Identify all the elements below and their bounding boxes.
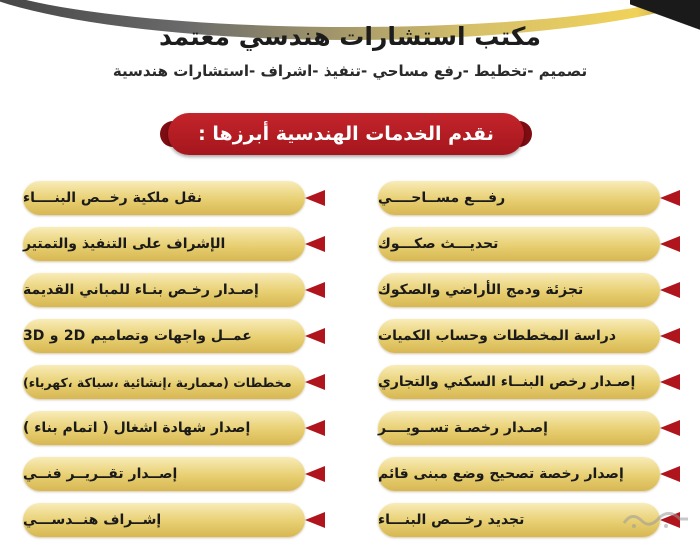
service-pill — [378, 181, 660, 215]
services-list-right — [378, 181, 683, 549]
service-item — [23, 411, 328, 445]
service-pill — [378, 411, 660, 445]
service-label: إشــراف هنــدســـي — [23, 512, 162, 528]
service-label: تجديد رخـــص البنـــاء — [378, 512, 525, 528]
service-pill — [23, 365, 305, 399]
service-pill — [23, 273, 305, 307]
service-label: الإشراف على التنفيذ والتمتير — [23, 236, 226, 252]
services-list-left — [23, 181, 328, 549]
service-label: إصـدار رخصـة تســويــــر — [378, 420, 548, 436]
service-pill — [378, 319, 660, 353]
service-label: عمــل واجهات وتصاميم 2D و 3D — [23, 328, 252, 344]
services-banner-label: نقدم الخدمات الهندسية أبرزها : — [198, 123, 494, 145]
red-arrow-icon — [305, 328, 325, 344]
service-item — [23, 457, 328, 491]
red-arrow-icon — [305, 236, 325, 252]
service-label: إصدار رخصة تصحيح وضع مبنى قائم — [378, 466, 624, 482]
service-pill — [23, 411, 305, 445]
red-arrow-icon — [660, 420, 680, 436]
red-arrow-icon — [660, 374, 680, 390]
service-item — [378, 273, 683, 307]
red-arrow-icon — [660, 190, 680, 206]
service-label: إصدار شهادة اشغال ( اتمام بناء ) — [23, 420, 251, 436]
service-label: إصــدار تقــريــر فنــي — [23, 466, 178, 482]
service-label: إصـدار رخـص بنـاء للمباني القديمة — [23, 282, 259, 298]
service-item — [378, 227, 683, 261]
service-item — [23, 273, 328, 307]
service-pill — [378, 227, 660, 261]
red-arrow-icon — [305, 512, 325, 528]
red-arrow-icon — [660, 236, 680, 252]
service-item — [378, 365, 683, 399]
service-item — [378, 319, 683, 353]
red-arrow-icon — [305, 282, 325, 298]
service-label: تحديـــث صكـــوك — [378, 236, 499, 252]
service-label: رفـــع مســاحــــي — [378, 190, 506, 206]
service-item — [23, 503, 328, 537]
services-banner — [168, 113, 524, 155]
service-label: نقل ملكية رخــص البنــــاء — [23, 190, 203, 206]
red-arrow-icon — [660, 466, 680, 482]
service-item — [378, 457, 683, 491]
service-pill — [23, 319, 305, 353]
service-pill — [23, 227, 305, 261]
service-pill — [23, 457, 305, 491]
service-label: تجزئة ودمج الأراضي والصكوك — [378, 282, 584, 298]
page-title: مكتب استشارات هندسي معتمد — [159, 22, 541, 51]
red-arrow-icon — [305, 466, 325, 482]
service-pill — [23, 503, 305, 537]
service-pill — [378, 457, 660, 491]
service-pill — [23, 181, 305, 215]
service-label: إصـدار رخص البنــاء السكني والتجاري — [378, 374, 636, 390]
red-arrow-icon — [305, 190, 325, 206]
service-item — [378, 181, 683, 215]
watermark-logo — [620, 507, 692, 531]
service-item — [23, 365, 328, 399]
service-item — [23, 181, 328, 215]
service-pill — [378, 273, 660, 307]
service-label: دراسة المخططات وحساب الكميات — [378, 328, 617, 344]
red-arrow-icon — [305, 420, 325, 436]
service-pill — [378, 365, 660, 399]
service-pill — [378, 503, 660, 537]
service-item — [23, 319, 328, 353]
service-label: مخططات (معمارية ،إنشائية ،سباكة ،كهرباء) — [23, 374, 292, 390]
red-arrow-icon — [305, 374, 325, 390]
service-item — [23, 227, 328, 261]
red-arrow-icon — [660, 282, 680, 298]
page-subtitle: تصميم -تخطيط -رفع مساحي -تنفيذ -اشراف -استشارات هندسية — [112, 62, 588, 80]
service-item — [378, 411, 683, 445]
red-arrow-icon — [660, 328, 680, 344]
